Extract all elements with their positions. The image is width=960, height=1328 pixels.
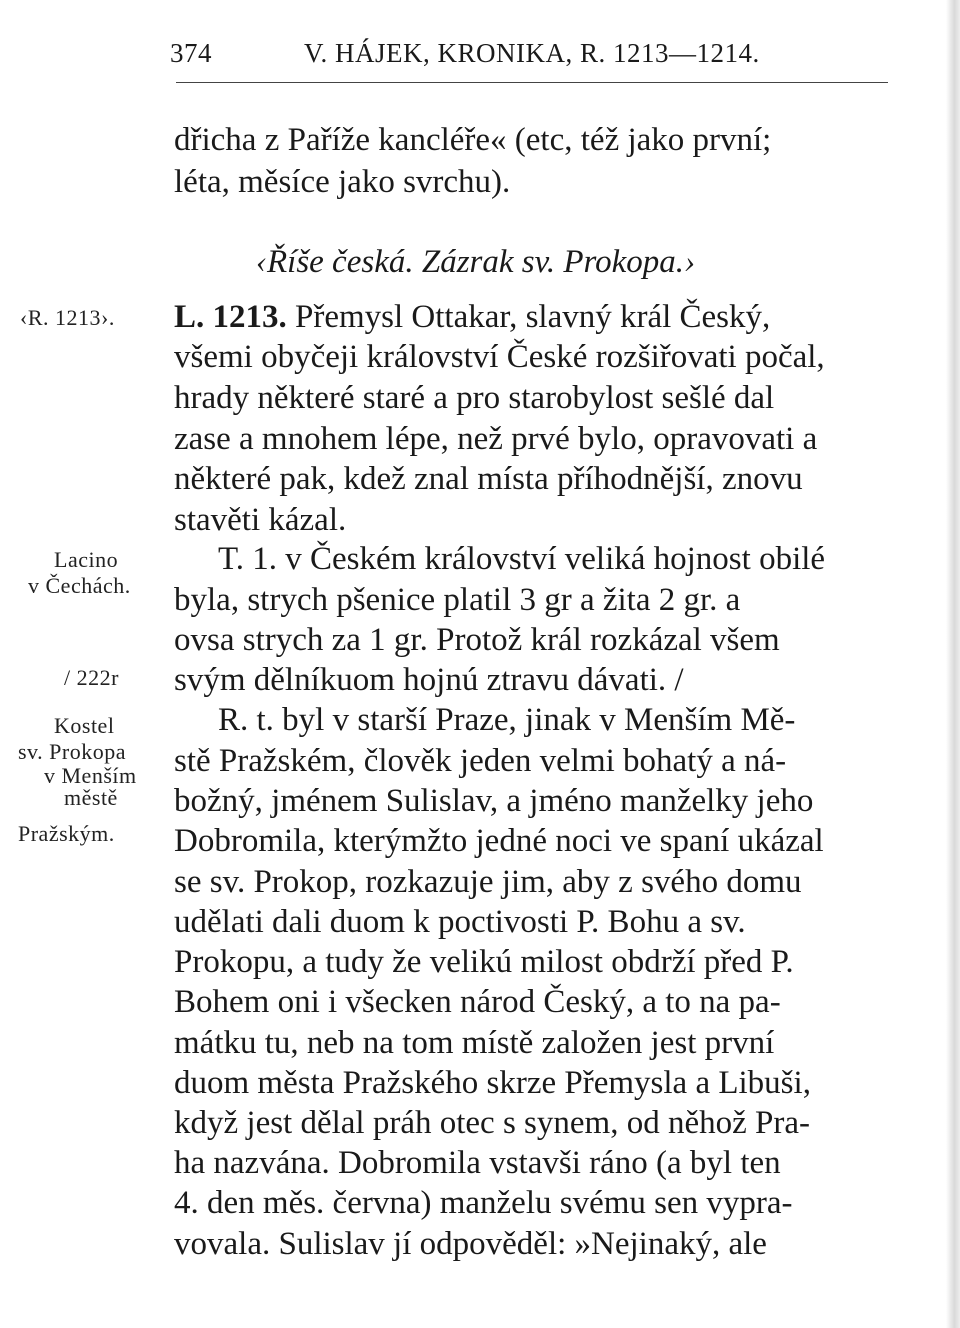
text-line: byla, strych pšenice platil 3 gr a žita 2 gr. a	[174, 582, 741, 618]
text-line-rest: Přemysl Ottakar, slavný král Český,	[286, 299, 771, 335]
running-title: V. HÁJEK, KRONIKA, R. 1213—1214.	[304, 38, 760, 68]
page-edge-shadow	[946, 0, 960, 1328]
text-line: léta, měsíce jako svrchu).	[174, 164, 511, 200]
text-line: dřicha z Paříže kancléře« (etc, též jako první;	[174, 122, 772, 158]
margin-note-kostel: městě	[64, 785, 118, 810]
text-line: když jest dělal práh otec s synem, od něhož Pra-	[174, 1105, 810, 1141]
text-line: duom města Pražského skrze Přemysla a Libuši,	[174, 1065, 811, 1101]
text-line: udělati dali duom k poctivosti P. Bohu a sv.	[174, 904, 746, 940]
margin-note-kostel: v Menším	[44, 763, 137, 788]
text-line: hrady některé staré a pro starobylost sešlé dal	[174, 380, 775, 416]
text-line: Bohem oni i všecken národ Český, a to na pa-	[174, 984, 781, 1020]
text-line	[174, 297, 770, 337]
text-line: 4. den měs. června) manželu svému sen vypra-	[174, 1185, 793, 1221]
text-line: svým dělníkuom hojnú ztravu dávati. /	[174, 662, 684, 698]
margin-note-kostel: Kostel	[54, 713, 115, 738]
text-line: stě Pražském, člověk jeden velmi bohatý a ná-	[174, 743, 787, 779]
text-line: Prokopu, a tudy že velikú milost obdrží před P.	[174, 944, 794, 980]
text-line: ha nazvána. Dobromila vstavši ráno (a byl ten	[174, 1145, 781, 1181]
text-line: ovsa strych za 1 gr. Protož král rozkázal všem	[174, 622, 780, 658]
section-heading: ‹Říše česká. Zázrak sv. Prokopa.›	[256, 244, 695, 280]
margin-note-year: ‹R. 1213›.	[20, 305, 115, 330]
text-line: T. 1. v Českém království veliká hojnost obilé	[218, 541, 826, 577]
text-line: všemi obyčeji království České rozšiřovati počal,	[174, 339, 825, 375]
margin-note-lacino: v Čechách.	[28, 573, 131, 598]
text-line: Dobromila, kterýmžto jedné noci ve spaní ukázal	[174, 823, 824, 859]
page-number: 374	[170, 38, 212, 68]
text-line: se sv. Prokop, rozkazuje jim, aby z svého domu	[174, 864, 802, 900]
margin-note-lacino: Lacino	[54, 547, 119, 572]
header-rule	[176, 82, 888, 83]
running-header	[168, 38, 888, 78]
margin-note-kostel: Pražským.	[18, 821, 115, 846]
text-line: božný, jménem Sulislav, a jméno manželky jeho	[174, 783, 814, 819]
year-marker: L. 1213.	[174, 299, 287, 335]
text-line: vovala. Sulislav jí odpověděl: »Nejinaký, ale	[174, 1226, 767, 1262]
margin-note-kostel: sv. Prokopa	[18, 739, 126, 764]
text-line: R. t. byl v starší Praze, jinak v Menším Mě-	[218, 702, 796, 738]
text-line: stavěti kázal.	[174, 502, 347, 538]
text-line: některé pak, kdež znal místa příhodnější, znovu	[174, 461, 803, 497]
margin-note-folio: / 222r	[64, 665, 119, 690]
text-line: mátku tu, neb na tom místě založen jest první	[174, 1025, 775, 1061]
text-line: zase a mnohem lépe, než prvé bylo, opravovati a	[174, 421, 818, 457]
